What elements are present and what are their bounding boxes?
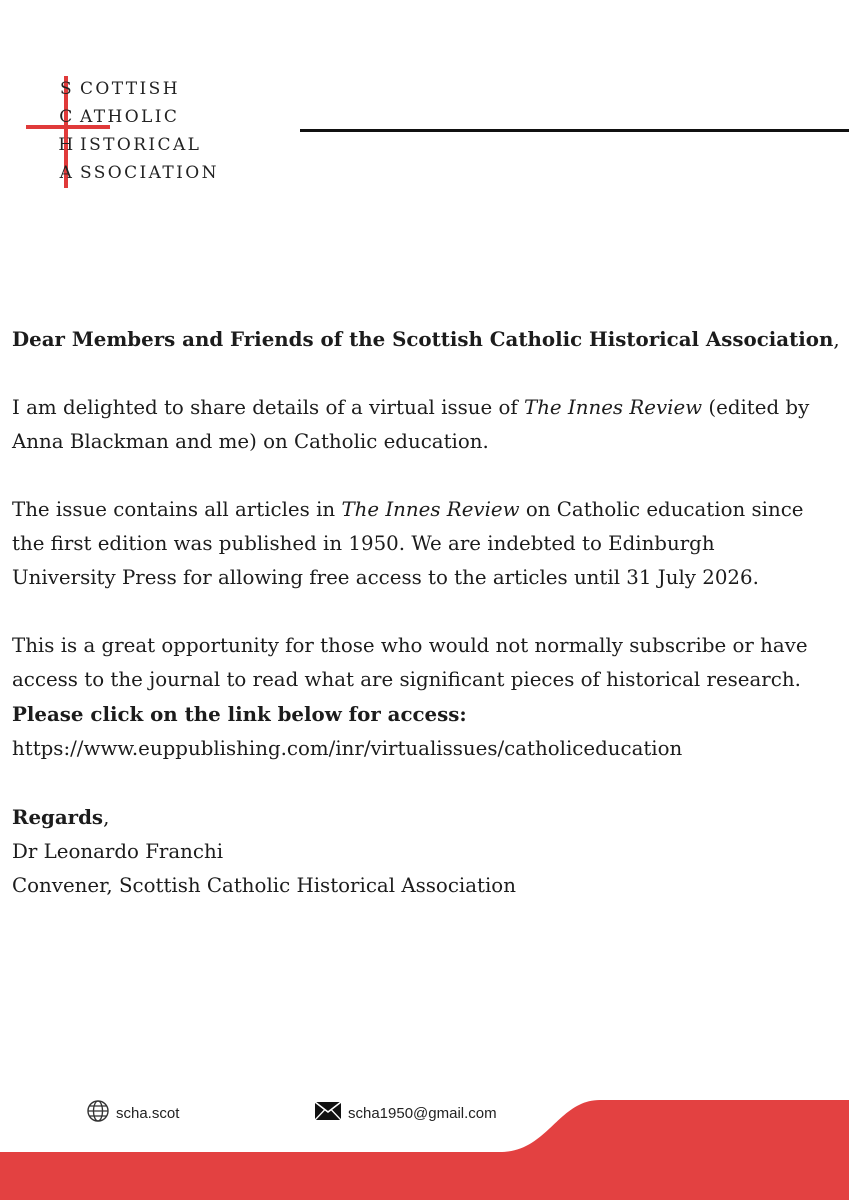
logo-line-scottish: S COTTISH — [59, 79, 180, 99]
virtual-issue-link[interactable]: https://www.euppublishing.com/inr/virtualissues/catholiceducation — [12, 737, 683, 760]
footer-website[interactable] — [86, 1100, 179, 1126]
signatory-name: Dr Leonardo Franchi — [12, 840, 224, 863]
journal-title: The Innes Review — [524, 396, 703, 419]
paragraph-1-line-1: I am delighted to share details of a virtual issue of The Innes Review (edited by — [12, 396, 810, 419]
closing-regards: Regards, — [12, 805, 110, 829]
logo-line-association: A SSOCIATION — [59, 163, 219, 183]
scha-logo — [26, 76, 256, 188]
signatory-title: Convener, Scottish Catholic Historical Association — [12, 874, 516, 897]
header-divider — [300, 129, 849, 132]
paragraph-2-line-1: The issue contains all articles in The Innes Review on Catholic education since — [12, 498, 804, 521]
access-instruction: Please click on the link below for access: — [12, 702, 467, 726]
logo-line-historical: H ISTORICAL — [58, 135, 202, 155]
paragraph-3-line-1: This is a great opportunity for those who would not normally subscribe or have — [12, 634, 808, 657]
paragraph-2-line-2: the first edition was published in 1950. We are indebted to Edinburgh — [12, 532, 715, 555]
paragraph-2-line-3: University Press for allowing free access to the articles until 31 July 2026. — [12, 566, 759, 589]
letter-body — [12, 322, 842, 903]
paragraph-1-line-2: Anna Blackman and me) on Catholic education. — [12, 430, 489, 453]
journal-title: The Innes Review — [341, 498, 520, 521]
salutation: Dear Members and Friends of the Scottish Catholic Historical Association, — [12, 327, 840, 351]
paragraph-3-line-2: access to the journal to read what are significant pieces of historical research. — [12, 668, 801, 691]
footer-email[interactable] — [314, 1100, 497, 1126]
website-text: scha.scot — [116, 1104, 180, 1122]
globe-icon — [86, 1099, 110, 1127]
logo-line-catholic: C ATHOLIC — [59, 107, 180, 127]
email-text: scha1950@gmail.com — [348, 1104, 497, 1122]
envelope-icon — [314, 1101, 342, 1125]
